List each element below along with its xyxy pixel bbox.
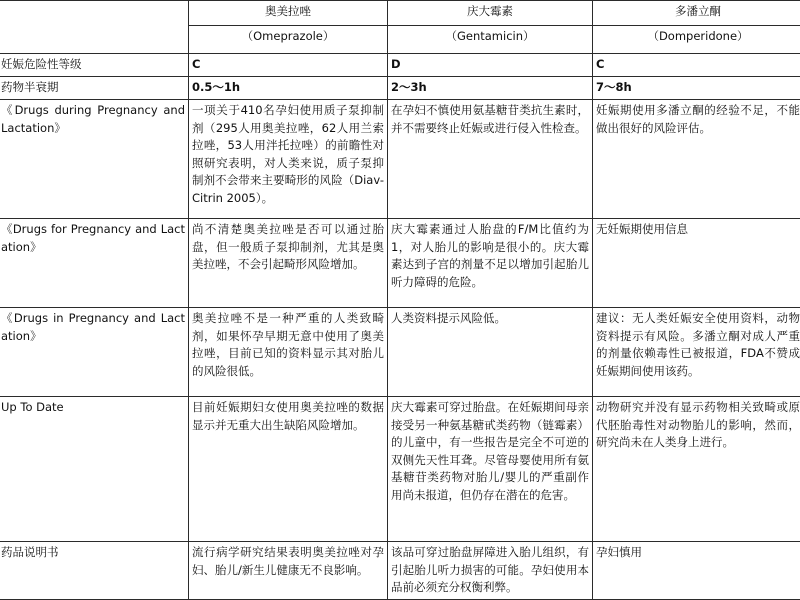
cell-domperidone: 无妊娠期使用信息 <box>593 219 800 308</box>
header-empty-cell <box>0 1 189 54</box>
cell-gentamicin: 庆大霉素通过人胎盘的F/M比值约为1，对人胎儿的影响是很小的。庆大霉素达到子宫的剂量不足以增加引起胎儿听力障碍的危险。 <box>388 219 593 308</box>
row-label: 《Drugs for Pregnancy and Lactation》 <box>0 219 189 308</box>
row-label: Up To Date <box>0 397 189 542</box>
cell-domperidone: 孕妇慎用 <box>593 542 800 600</box>
cell-gentamicin: 人类资料提示风险低。 <box>388 308 593 397</box>
cell-omeprazole: 奥美拉唑不是一种严重的人类致畸剂，如果怀孕早期无意中使用了奥美拉唑，目前已知的资料显示其对胎儿的风险很低。 <box>189 308 388 397</box>
cell-gentamicin: 在孕妇不慎使用氨基糖苷类抗生素时，并不需要终止妊娠或进行侵入性检查。 <box>388 100 593 219</box>
header-drug-3-cn: 多潘立酮 <box>593 1 800 26</box>
cell-omeprazole: 目前妊娠期妇女使用奥美拉唑的数据显示并无重大出生缺陷风险增加。 <box>189 397 388 542</box>
cell-omeprazole: 尚不清楚奥美拉唑是否可以通过胎盘，但一般质子泵抑制剂，尤其是奥美拉唑，不会引起畸形风险增加。 <box>189 219 388 308</box>
cell-gentamicin: 该品可穿过胎盘屏障进入胎儿组织，有引起胎儿听力损害的可能。孕妇使用本品前必须充分权衡利弊。 <box>388 542 593 600</box>
row-label: 药品说明书 <box>0 542 189 600</box>
table-row-half-life <box>0 77 800 100</box>
header-drug-2-cn: 庆大霉素 <box>388 1 593 26</box>
header-drug-3-en: （Domperidone） <box>593 26 800 54</box>
cell-domperidone: 动物研究并没有显示药物相关致畸或原代胚胎毒性对动物胎儿的影响，然而，研究尚未在人类身上进行。 <box>593 397 800 542</box>
cell-domperidone: 7～8h <box>593 77 800 100</box>
cell-domperidone: 建议：无人类妊娠安全使用资料，动物资料提示有风险。多潘立酮对成人严重的剂量依赖毒性已被报道，FDA不赞成妊娠期间使用该药。 <box>593 308 800 397</box>
table-row-up-to-date <box>0 397 800 542</box>
table-row-pregnancy-category <box>0 54 800 77</box>
row-label: 药物半衰期 <box>0 77 189 100</box>
cell-omeprazole: 流行病学研究结果表明奥美拉唑对孕妇、胎儿/新生儿健康无不良影响。 <box>189 542 388 600</box>
cell-omeprazole: 0.5～1h <box>189 77 388 100</box>
table-row-drugs-for-pregnancy <box>0 219 800 308</box>
cell-gentamicin: 庆大霉素可穿过胎盘。在妊娠期间母亲接受另一种氨基糖甙类药物（链霉素）的儿童中，有一些报告是完全不可逆的双侧先天性耳聋。尽管母婴使用所有氨基糖苷类药物对胎儿/婴儿的严重副作用尚未报道，但仍存在潜在的危害。 <box>388 397 593 542</box>
table-row-drugs-during-pregnancy <box>0 100 800 219</box>
table-row-drugs-in-pregnancy <box>0 308 800 397</box>
header-drug-2-en: （Gentamicin） <box>388 26 593 54</box>
table-row-package-insert <box>0 542 800 600</box>
header-row-cn <box>0 1 800 26</box>
row-label: 《Drugs during Pregnancy and Lactation》 <box>0 100 189 219</box>
row-label: 妊娠危险性等级 <box>0 54 189 77</box>
cell-omeprazole: C <box>189 54 388 77</box>
cell-gentamicin: D <box>388 54 593 77</box>
row-label: 《Drugs in Pregnancy and Lactation》 <box>0 308 189 397</box>
cell-domperidone: 妊娠期使用多潘立酮的经验不足，不能做出很好的风险评估。 <box>593 100 800 219</box>
cell-omeprazole: 一项关于410名孕妇使用质子泵抑制剂（295人用奥美拉唑，62人用兰索拉唑，53人用泮托拉唑）的前瞻性对照研究表明，对人类来说，质子泵抑制剂不会带来主要畸形的风险（Diav-Citrin 2005）。 <box>189 100 388 219</box>
header-drug-1-en: （Omeprazole） <box>189 26 388 54</box>
cell-gentamicin: 2～3h <box>388 77 593 100</box>
cell-domperidone: C <box>593 54 800 77</box>
header-drug-1-cn: 奥美拉唑 <box>189 1 388 26</box>
